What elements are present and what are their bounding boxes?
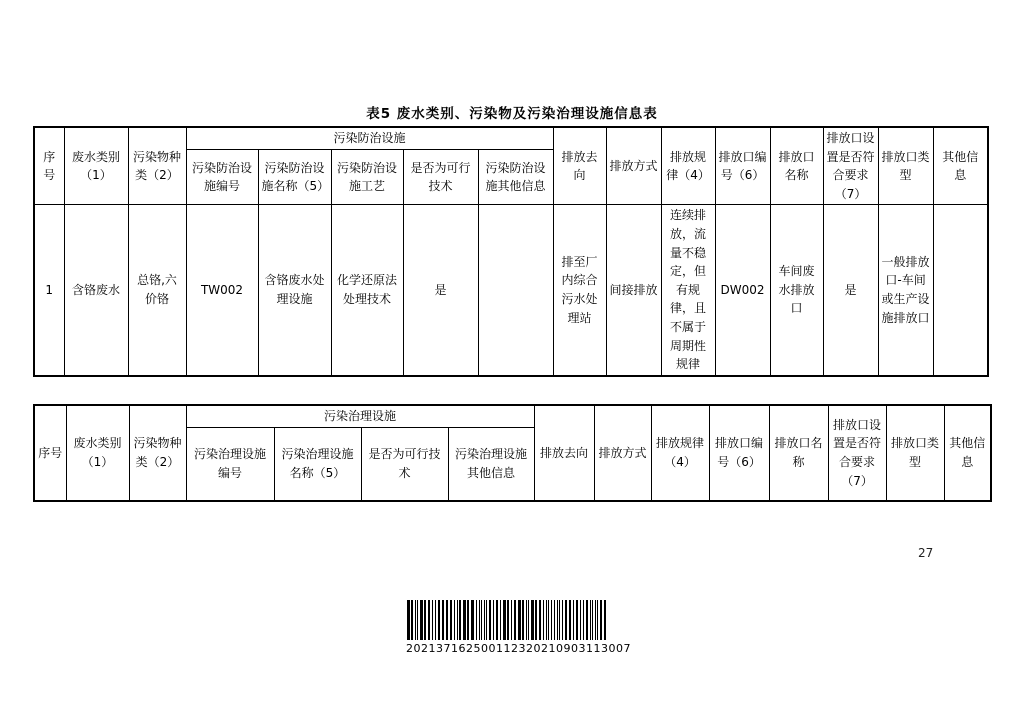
header-other-info: 其他信息 bbox=[933, 127, 988, 205]
header-discharge-destination: 排放去向 bbox=[534, 405, 594, 501]
cell-discharge-method: 间接排放 bbox=[606, 205, 661, 376]
cell-pollutant-type: 总铬,六价铬 bbox=[128, 205, 186, 376]
header-discharge-pattern: 排放规律（4） bbox=[661, 127, 715, 205]
header-pollutant-type: 污染物种类（2） bbox=[129, 405, 186, 501]
barcode-value: 202137162500112320210903113007 bbox=[406, 642, 631, 655]
header-discharge-destination: 排放去向 bbox=[553, 127, 606, 205]
cell-feasible-tech: 是 bbox=[403, 205, 478, 376]
header-outlet-compliance: 排放口设置是否符合要求（7） bbox=[828, 405, 886, 501]
header-group-prevention-facility: 污染防治设施 bbox=[186, 127, 553, 150]
header-pollutant-type: 污染物种类（2） bbox=[128, 127, 186, 205]
header-outlet-number: 排放口编号（6） bbox=[709, 405, 769, 501]
header-facility-number: 污染防治设施编号 bbox=[186, 150, 258, 205]
barcode bbox=[406, 600, 631, 655]
header-outlet-type: 排放口类型 bbox=[878, 127, 933, 205]
cell-discharge-destination: 排至厂内综合污水处理站 bbox=[553, 205, 606, 376]
header-facility-other-info: 污染防治设施其他信息 bbox=[478, 150, 553, 205]
header-other-info: 其他信息 bbox=[944, 405, 991, 501]
header-outlet-name: 排放口名称 bbox=[769, 405, 828, 501]
header-seq: 序号 bbox=[34, 127, 64, 205]
header-outlet-name: 排放口名称 bbox=[770, 127, 823, 205]
header-outlet-compliance: 排放口设置是否符合要求（7） bbox=[823, 127, 878, 205]
header-facility-number: 污染治理设施编号 bbox=[186, 427, 274, 501]
wastewater-prevention-table bbox=[33, 126, 989, 377]
barcode-bars bbox=[407, 600, 619, 640]
header-facility-name: 污染防治设施名称（5） bbox=[258, 150, 331, 205]
header-discharge-method: 排放方式 bbox=[606, 127, 661, 205]
header-outlet-type: 排放口类型 bbox=[886, 405, 944, 501]
header-wastewater-category: 废水类别（1） bbox=[66, 405, 129, 501]
header-feasible-tech: 是否为可行技术 bbox=[403, 150, 478, 205]
cell-seq: 1 bbox=[34, 205, 64, 376]
cell-facility-number: TW002 bbox=[186, 205, 258, 376]
wastewater-treatment-table bbox=[33, 404, 992, 502]
header-facility-name: 污染治理设施名称（5） bbox=[274, 427, 361, 501]
header-feasible-tech: 是否为可行技术 bbox=[361, 427, 448, 501]
header-facility-process: 污染防治设施工艺 bbox=[331, 150, 403, 205]
cell-outlet-type: 一般排放口-车间或生产设施排放口 bbox=[878, 205, 933, 376]
header-seq: 序号 bbox=[34, 405, 66, 501]
cell-other-info bbox=[933, 205, 988, 376]
cell-facility-other-info bbox=[478, 205, 553, 376]
cell-discharge-pattern: 连续排放，流量不稳定，但有规律，且不属于周期性规律 bbox=[661, 205, 715, 376]
page-title: 表5 废水类别、污染物及污染治理设施信息表 bbox=[366, 106, 658, 122]
header-group-treatment-facility: 污染治理设施 bbox=[186, 405, 534, 427]
header-discharge-method: 排放方式 bbox=[594, 405, 651, 501]
cell-facility-name: 含铬废水处理设施 bbox=[258, 205, 331, 376]
header-facility-other-info: 污染治理设施其他信息 bbox=[448, 427, 534, 501]
page-number: 27 bbox=[918, 546, 934, 560]
cell-outlet-name: 车间废水排放口 bbox=[770, 205, 823, 376]
header-discharge-pattern: 排放规律（4） bbox=[651, 405, 709, 501]
header-wastewater-category: 废水类别（1） bbox=[64, 127, 128, 205]
header-outlet-number: 排放口编号（6） bbox=[715, 127, 770, 205]
cell-facility-process: 化学还原法处理技术 bbox=[331, 205, 403, 376]
cell-outlet-compliance: 是 bbox=[823, 205, 878, 376]
table-row bbox=[34, 205, 988, 376]
cell-wastewater-category: 含铬废水 bbox=[64, 205, 128, 376]
cell-outlet-number: DW002 bbox=[715, 205, 770, 376]
